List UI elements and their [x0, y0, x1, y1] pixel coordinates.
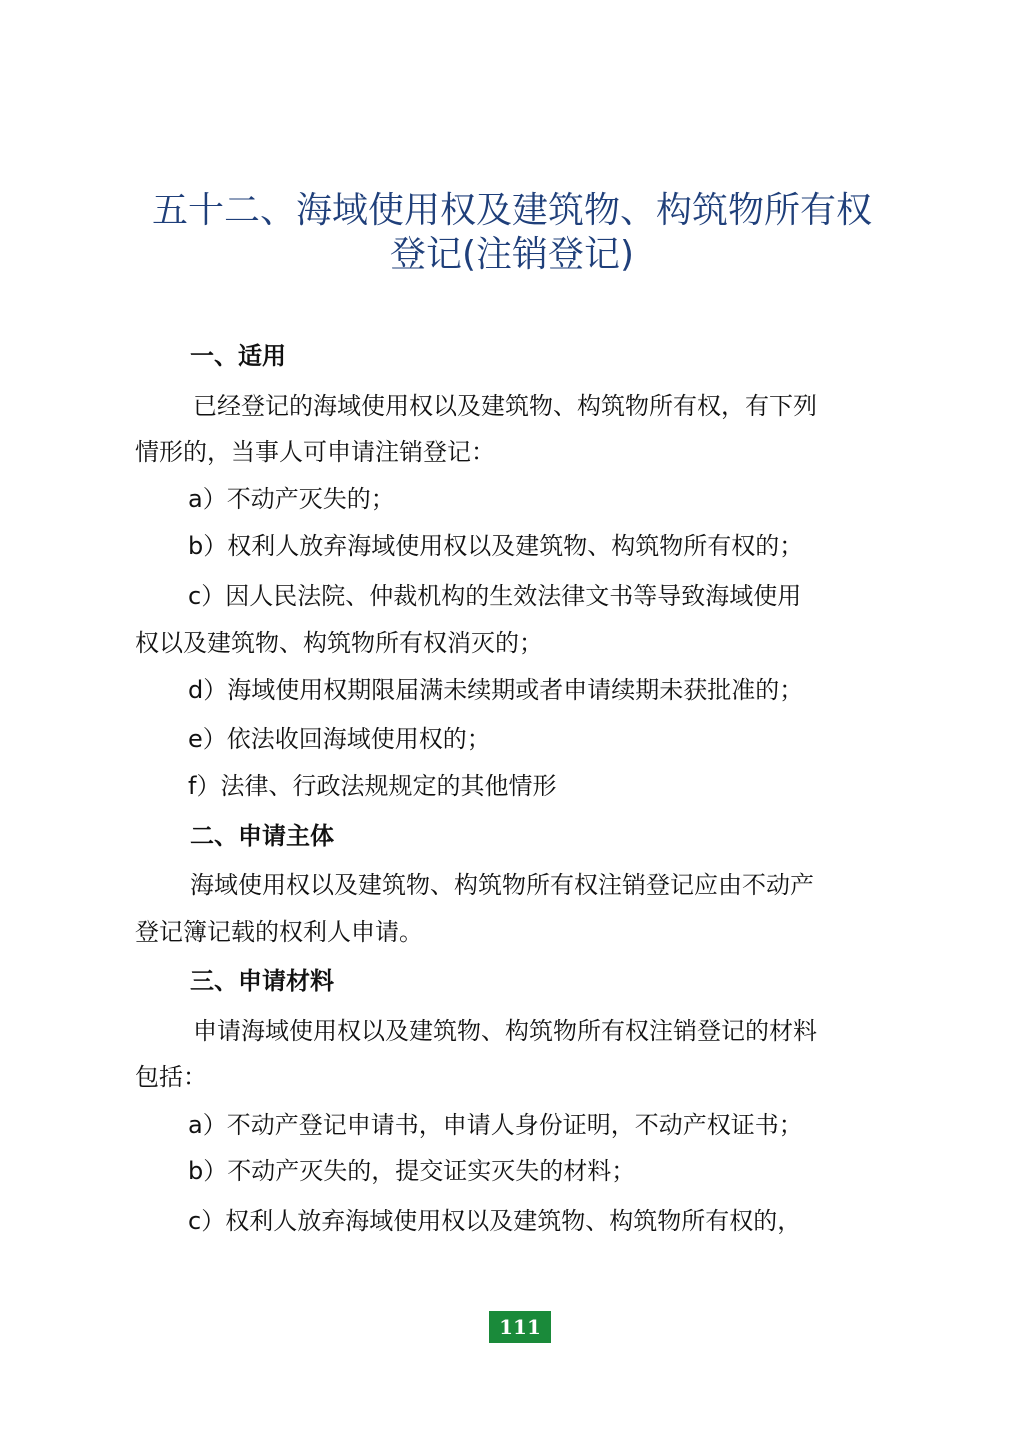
section-heading-materials: 三、申请材料	[190, 967, 334, 995]
paragraph-line: 申请海域使用权以及建筑物、构筑物所有权注销登记的材料	[193, 1017, 817, 1045]
list-item: f）法律、行政法规规定的其他情形	[188, 772, 557, 800]
page-title-line-2: 登记(注销登记)	[389, 234, 635, 275]
list-item: b）不动产灭失的，提交证实灭失的材料；	[188, 1157, 636, 1185]
list-item: b）权利人放弃海域使用权以及建筑物、构筑物所有权的；	[188, 532, 804, 560]
paragraph-line: 登记簿记载的权利人申请。	[135, 918, 423, 946]
page-title-line-1: 五十二、海域使用权及建筑物、构筑物所有权	[151, 190, 872, 231]
section-heading-applicability: 一、适用	[190, 342, 286, 370]
list-item: e）依法收回海域使用权的；	[188, 725, 491, 753]
paragraph-line: 海域使用权以及建筑物、构筑物所有权注销登记应由不动产	[190, 871, 814, 899]
list-item: a）不动产登记申请书，申请人身份证明，不动产权证书；	[188, 1111, 803, 1139]
page-number-badge: 111	[489, 1311, 551, 1343]
section-heading-applicant: 二、申请主体	[190, 822, 334, 850]
list-item: d）海域使用权期限届满未续期或者申请续期未获批准的；	[188, 676, 804, 704]
paragraph-line: 包括：	[135, 1063, 207, 1091]
list-item: a）不动产灭失的；	[188, 485, 395, 513]
paragraph-line: 已经登记的海域使用权以及建筑物、构筑物所有权，有下列	[193, 392, 817, 420]
list-item-continuation: 权以及建筑物、构筑物所有权消灭的；	[135, 629, 543, 657]
list-item: c）因人民法院、仲裁机构的生效法律文书等导致海域使用	[188, 582, 802, 610]
list-item: c）权利人放弃海域使用权以及建筑物、构筑物所有权的，	[188, 1207, 802, 1235]
paragraph-line: 情形的，当事人可申请注销登记：	[135, 438, 495, 466]
